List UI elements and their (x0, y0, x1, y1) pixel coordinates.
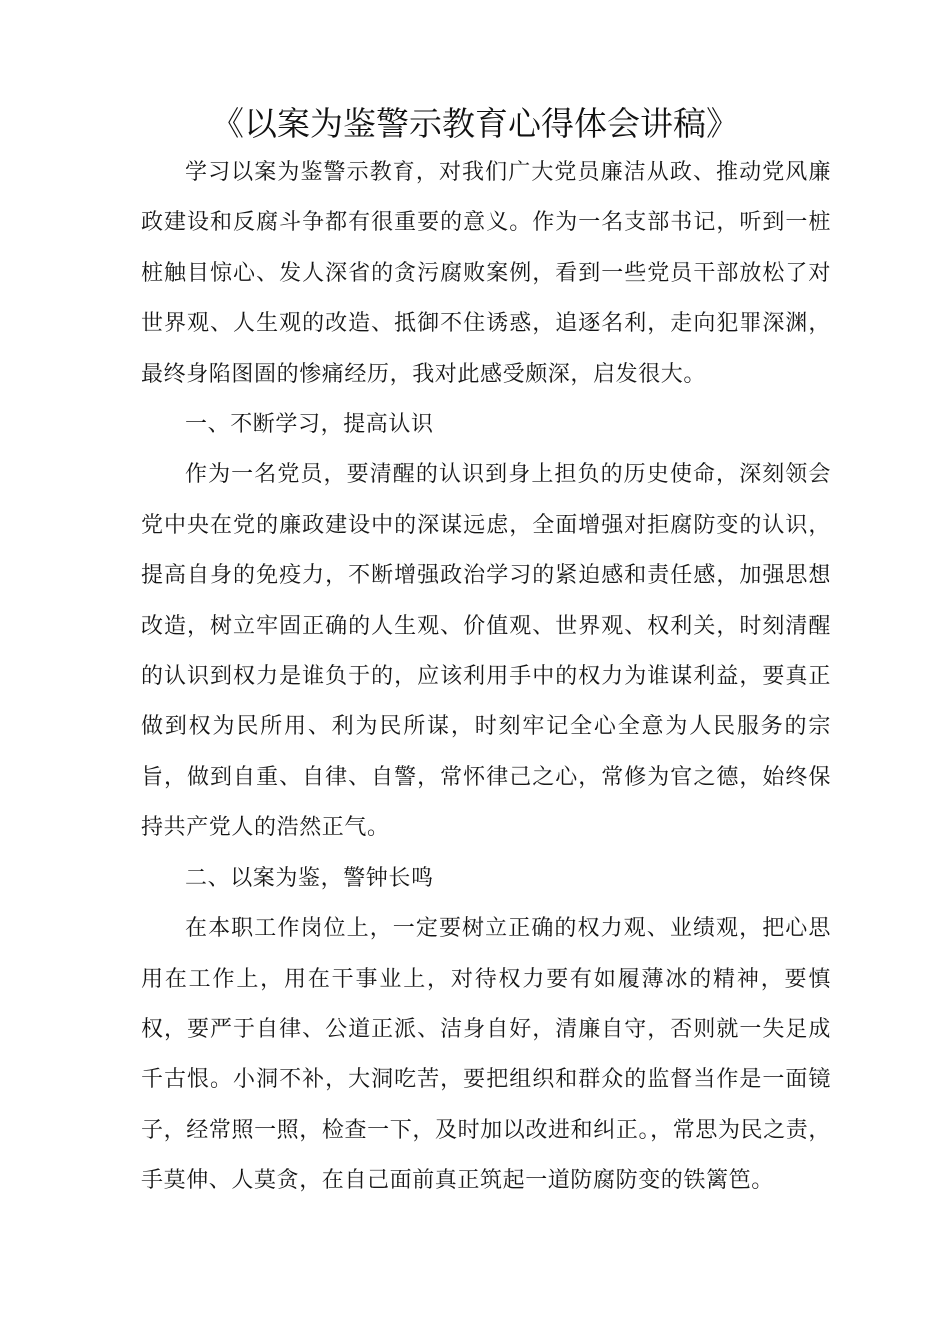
document-title: 《以案为鉴警示教育心得体会讲稿》 (211, 104, 739, 143)
intro-paragraph: 学习以案为鉴警示教育，对我们广大党员廉洁从政、推动党风廉政建设和反腐斗争都有很重要的意义。作为一名支部书记，听到一桩桩触目惊心、发人深省的贪污腐败案例，看到一些党员干部放松了对世界观、人生观的改造、抵御不住诱惑，追逐名利，走向犯罪深渊，最终身陷图圄的惨痛经历，我对此感受颇深，启发很大。 (141, 160, 831, 387)
section-heading-1: 一、不断学习，提高认识 (185, 412, 434, 438)
section-heading-2: 二、以案为鉴，警钟长鸣 (185, 865, 434, 891)
document-body (141, 148, 831, 1207)
section-2-paragraph: 在本职工作岗位上，一定要树立正确的权力观、业绩观，把心思用在工作上，用在干事业上，对待权力要有如履薄冰的精神，要慎权，要严于自律、公道正派、洁身自好，清廉自守，否则就一失足成千古恨。小洞不补，大洞吃苦，要把组织和群众的监督当作是一面镜子，经常照一照，检查一下，及时加以改进和纠正。，常思为民之责，手莫伸、人莫贪，在自己面前真正筑起一道防腐防变的铁篱笆。 (141, 916, 831, 1194)
section-1-paragraph: 作为一名党员，要清醒的认识到身上担负的历史使命，深刻领会党中央在党的廉政建设中的深谋远虑，全面增强对拒腐防变的认识，提高自身的免疫力，不断增强政治学习的紧迫感和责任感，加强思想改造，树立牢固正确的人生观、价值观、世界观、权利关，时刻清醒的认识到权力是谁负于的，应该利用手中的权力为谁谋利益，要真正做到权为民所用、利为民所谋，时刻牢记全心全意为人民服务的宗旨，做到自重、自律、自警，常怀律己之心，常修为官之德，始终保持共产党人的浩然正气。 (141, 462, 831, 841)
